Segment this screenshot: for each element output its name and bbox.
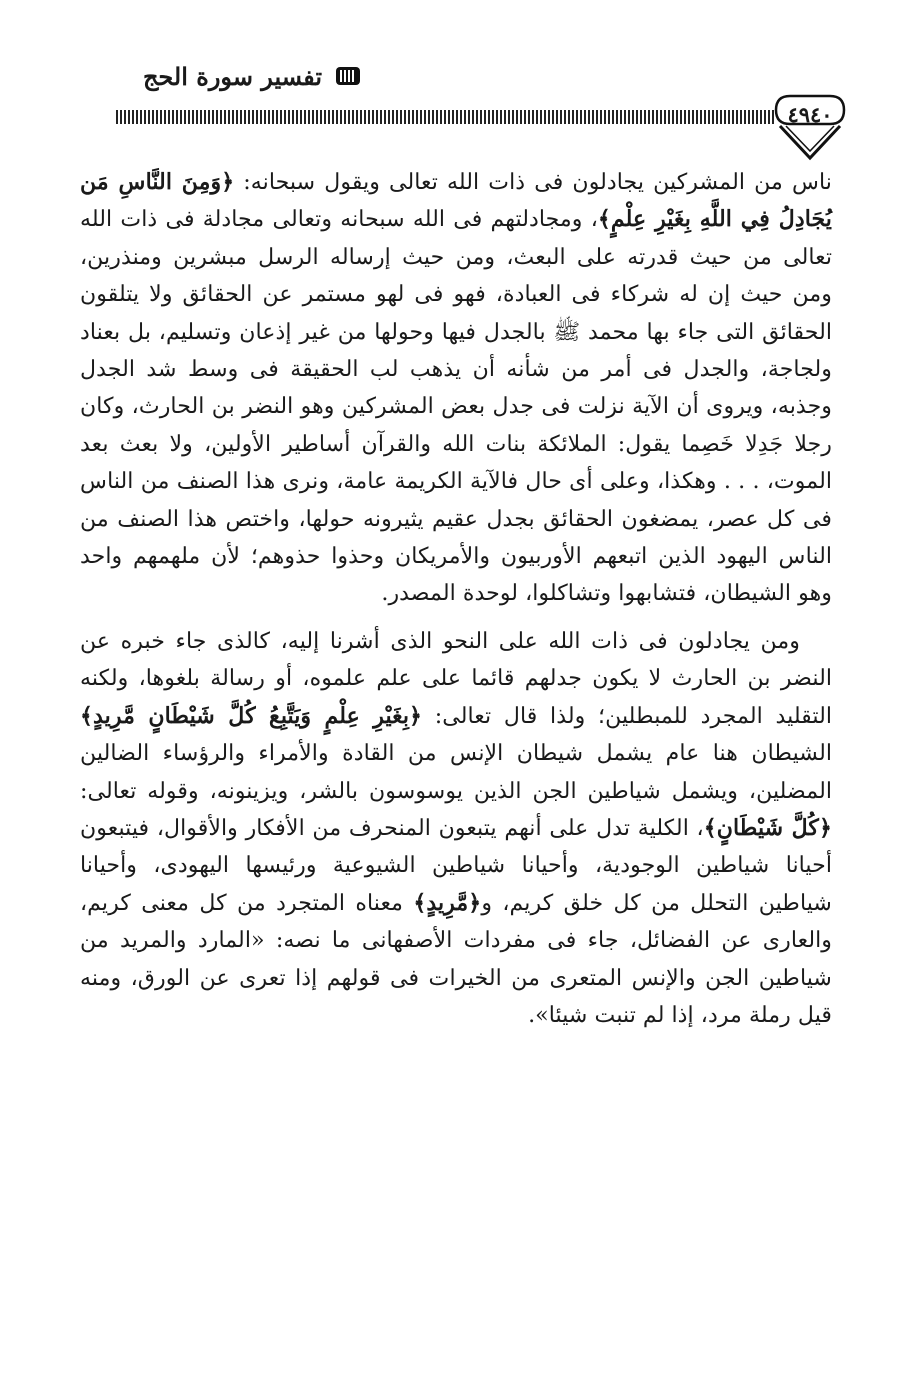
quran-verse: ﴿مَّرِيدٍ﴾ <box>413 889 482 916</box>
text-segment: ناس من المشركين يجادلون فى ذات الله تعالى ويقول سبحانه: <box>234 169 832 195</box>
quran-verse: ﴿بِغَيْرِ عِلْمٍ وَيَتَّبِعُ كُلَّ شَيْطَانٍ مَّرِيدٍ﴾ <box>80 702 423 729</box>
text-segment: ، الكلية تدل على أنهم يتبعون المنحرف من الأفكار والأقوال، فيتبعون أحيانا شياطين الوجودية، وأحيانا شياطين الشيوعية ورئيسها اليهودى، وأحيانا شياطين التحلل من كل خلق كريم، و <box>80 814 832 916</box>
quran-verse: ﴿كُلَّ شَيْطَانٍ﴾ <box>703 814 832 841</box>
paragraph <box>80 623 832 1034</box>
surah-title: تفسير سورة الحج <box>142 62 322 91</box>
page-number-badge <box>770 88 850 166</box>
paragraph <box>80 164 832 613</box>
text-segment: معناه المتجرد من كل معنى كريم، والعارى عن الفضائل، جاء فى مفردات الأصفهانى ما نصه: «المارد والمريد من شياطين الجن والإنس المتعرى من الخيرات فى قولهم إذا تعرى عن الورق، ومنه قيل رملة مرد، إذا لم تنبت شيئا». <box>80 889 832 1028</box>
page-number: ٤٩٤٠ <box>787 102 833 127</box>
header-rule <box>116 110 776 124</box>
text-segment: ، ومجادلتهم فى الله سبحانه وتعالى مجادلة فى ذات الله تعالى من حيث قدرته على البعث، ومن حيث إرساله الرسل مبشرين ومنذرين، ومن حيث إن له شركاء فى العبادة، فهو فى لهو مستمر عن الحقائق ولا يتلقون الحقائق التى جاء بها محمد ﷺ بالجدل فيها وحولها من غير إذعان وتسليم، بل بعناد ولجاجة، والجدل فى أمر من شأنه أن يذهب لب الحقيقة فى وسط شد الجدل وجذبه، ويروى أن الآية نزلت فى جدل بعض المشركين وهو النضر بن الحارث، وكان رجلا جَدِلا خَصِما يقول: الملائكة بنات الله والقرآن أساطير الأولين، ولا بعث بعد الموت، . . . وهكذا، وعلى أى حال فالآية الكريمة عامة، ونرى هذا الصنف من الناس فى كل عصر، يمضغون الحقائق بجدل عقيم يثيرونه حولها، واختص هذا الصنف من الناس اليهود الذين اتبعهم الأوربيون والأمريكان وحذوا حذوهم؛ لأن ملهمهم واحد وهو الشيطان، فتشابهوا وتشاكلوا، لوحدة المصدر. <box>80 206 832 607</box>
ornament-icon <box>332 64 364 88</box>
body-text <box>80 164 832 1034</box>
quran-verse: ﴿وَمِنَ النَّاسِ مَن يُجَادِلُ فِي اللَّهِ بِغَيْرِ عِلْمٍ﴾ <box>80 169 832 233</box>
text-segment: ومن يجادلون فى ذات الله على النحو الذى أشرنا إليه، كالذى جاء خبره عن النضر بن الحارث لا يكون جدلهم قائما على علم علموه، أو رسالة بلغوها، ولكنه التقليد المجرد للمبطلين؛ ولذا قال تعالى: <box>80 627 833 729</box>
text-segment: الشيطان هنا عام يشمل شيطان الإنس من القادة والأمراء والرؤساء الضالين المضلين، ويشمل شياطين الجن الذين يوسوسون بالشر، ويزينونه، وقوله تعالى: <box>80 740 832 804</box>
